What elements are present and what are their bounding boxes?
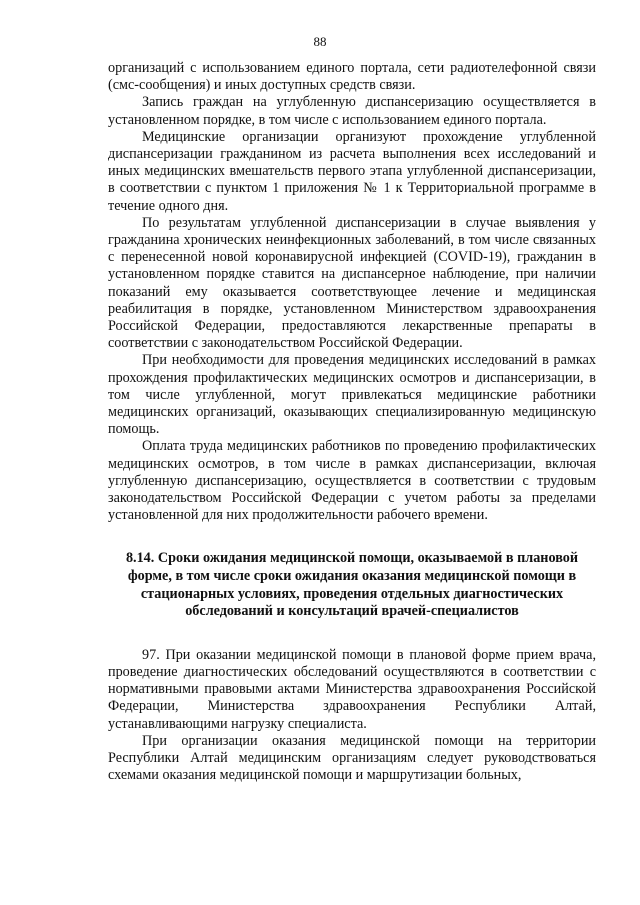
paragraph-workers: При необходимости для проведения медицинских исследований в рамках прохождения профилактических медицинских осмотров и диспансеризации, в том числе углубленной, могут привлекаться медицинские работники медицинских организаций, оказывающих специализированную медицинскую помощь.	[108, 352, 596, 438]
paragraph-routing: При организации оказания медицинской помощи на территории Республики Алтай медицинским организациям следует руководствоваться схемами оказания медицинской помощи и маршрутизации больных,	[108, 732, 596, 784]
paragraph-payment: Оплата труда медицинских работников по проведению профилактических медицинских осмотров, в том числе в рамках диспансеризации, включая углубленную диспансеризацию, осуществляется в соответствии с трудовым законодательством Российской Федерации с учетом работы за пределами установленной для них продолжительности рабочего времени.	[108, 438, 596, 524]
section-heading: 8.14. Сроки ожидания медицинской помощи, оказываемой в плановой форме, в том числе сроки ожидания оказания медицинской помощи в стационарных условиях, проведения отдельных диагностических обследований и консультаций врачей-специалистов	[125, 550, 579, 620]
document-body	[108, 60, 596, 784]
page-number: 88	[313, 34, 327, 49]
paragraph-continuation: организаций с использованием единого портала, сети радиотелефонной связи (смс-сообщения) и иных доступных средств связи.	[108, 60, 596, 94]
paragraph-item-97: 97. При оказании медицинской помощи в плановой форме прием врача, проведение диагностических обследований осуществляются в соответствии с нормативными правовыми актами Министерства здравоохранения Российской Федерации, Министерства здравоохранения Республики Алтай, устанавливающими нагрузку специалиста.	[108, 646, 596, 732]
paragraph-results: По результатам углубленной диспансеризации в случае выявления у гражданина хронических неинфекционных заболеваний, в том числе связанных с перенесенной новой коронавирусной инфекцией (COVID-19), гражданин в установленном порядке ставится на диспансерное наблюдение, при наличии показаний ему оказывается соответствующее лечение и медицинская реабилитация в порядке, установленном Министерством здравоохранения Российской Федерации, предоставляются лекарственные препараты в соответствии с законодательством Российской Федерации.	[108, 214, 596, 352]
paragraph-registration: Запись граждан на углубленную диспансеризацию осуществляется в установленном порядке, в том числе с использованием единого портала.	[108, 94, 596, 128]
paragraph-organization: Медицинские организации организуют прохождение углубленной диспансеризации гражданином из расчета выполнения всех исследований и иных медицинских вмешательств первого этапа углубленной диспансеризации, в соответствии с пунктом 1 приложения № 1 к Территориальной программе в течение одного дня.	[108, 128, 596, 214]
